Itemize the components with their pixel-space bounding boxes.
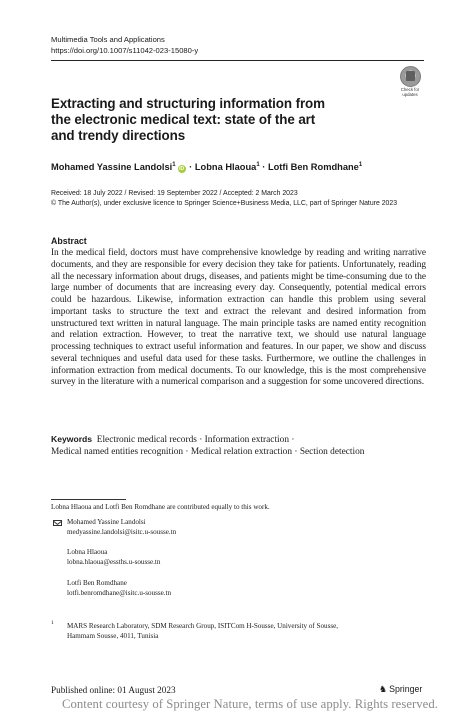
published-date: Published online: 01 August 2023 <box>51 685 176 695</box>
keywords-line: Medical named entities recognition · Medical relation extraction · Section detection <box>51 447 365 457</box>
affiliation-marker: 1 <box>358 162 363 168</box>
envelope-icon <box>53 520 62 526</box>
author-separator: · <box>186 162 195 172</box>
affiliation-marker: 1 <box>256 162 260 168</box>
contact-entry <box>67 518 176 537</box>
affiliation-marker: 1 <box>172 162 176 168</box>
contact-email[interactable]: lobna.hlaoua@essths.u-sousse.tn <box>67 557 161 566</box>
contact-entry <box>67 548 160 567</box>
contribution-note: Lobna Hlaoua and Lotfi Ben Romdhane are contributed equally to this work. <box>51 503 270 511</box>
keywords-line: Electronic medical records · Information extraction · <box>96 435 295 445</box>
orcid-icon[interactable]: iD <box>179 166 185 172</box>
affiliation-line: MARS Research Laboratory, SDM Research Group, ISITCom H-Sousse, University of Sousse, <box>67 622 339 630</box>
courtesy-watermark: Content courtesy of Springer Nature, terms of use apply. Rights reserved. <box>62 697 438 711</box>
abstract-heading: Abstract <box>51 236 87 246</box>
author-name[interactable]: Mohamed Yassine Landolsi <box>51 162 173 172</box>
author-separator: · <box>259 162 268 172</box>
header-rule <box>51 60 424 61</box>
contact-name: Lobna Hlaoua <box>67 548 108 556</box>
keywords-block <box>51 433 431 458</box>
article-history <box>51 189 397 209</box>
contact-entry <box>67 579 171 598</box>
journal-name: Multimedia Tools and Applications <box>51 35 165 44</box>
springer-horse-icon: ♞ <box>379 684 388 694</box>
contact-name: Lotfi Ben Romdhane <box>67 579 127 587</box>
affiliation-text <box>67 622 407 641</box>
check-for-updates-badge[interactable] <box>393 66 427 100</box>
affiliation-line: Hammam Sousse, 4011, Tunisia <box>67 631 159 640</box>
affiliation-number: 1 <box>51 620 54 626</box>
publisher-logo <box>379 684 422 695</box>
check-for-updates-label: Check for updates <box>400 87 420 97</box>
check-for-updates-icon <box>400 66 421 87</box>
footnote-rule <box>51 499 126 500</box>
keywords-label: Keywords <box>51 434 93 444</box>
contact-email[interactable]: medyassine.landolsi@isitc.u-sousse.tn <box>67 527 177 536</box>
publisher-name: Springer <box>389 684 423 694</box>
author-list <box>51 162 362 173</box>
abstract-text: In the medical field, doctors must have comprehensive knowledge by reading and writing narrative documents, and they are responsible for every decision they take for patients. Unfortunately, reading all the necessary information about drugs, diseases, and patients might be time-consuming due to the large number of documents that are increasing every day. Consequently, potential medical errors could be hazardous. Likewise, information extraction can handle this problem using several important tasks to structure the text and extract the relevant and desired information from unstructured text written in natural language. The main principle tasks are named entity recognition and relation extraction. However, to treat the narrative text, we should use natural language processing techniques to extract useful information and features. In our paper, we show and discuss several techniques and useful data used for these tasks. Furthermore, we outline the challenges in information extraction from medical documents. To our knowledge, this is the most comprehensive survey in the literature with a numerical comparison and a suggestion for some uncovered directions. <box>51 248 426 388</box>
doi-link[interactable]: https://doi.org/10.1007/s11042-023-15080-y <box>51 45 199 55</box>
author-name[interactable]: Lobna Hlaoua <box>194 162 257 172</box>
contact-name: Mohamed Yassine Landolsi <box>67 518 146 526</box>
received-dates: Received: 18 July 2022 / Revised: 19 September 2022 / Accepted: 2 March 2023 <box>51 190 298 197</box>
article-title: Extracting and structuring information from the electronic medical text: state of the art and trendy directions <box>51 96 325 143</box>
contact-email[interactable]: lotfi.benromdhane@isitc.u-sousse.tn <box>67 588 172 597</box>
journal-header <box>51 35 198 56</box>
copyright-line: © The Author(s), under exclusive licence to Springer Science+Business Media, LLC, part of Springer Nature 2023 <box>51 200 398 207</box>
author-name[interactable]: Lotfi Ben Romdhane <box>267 162 359 172</box>
